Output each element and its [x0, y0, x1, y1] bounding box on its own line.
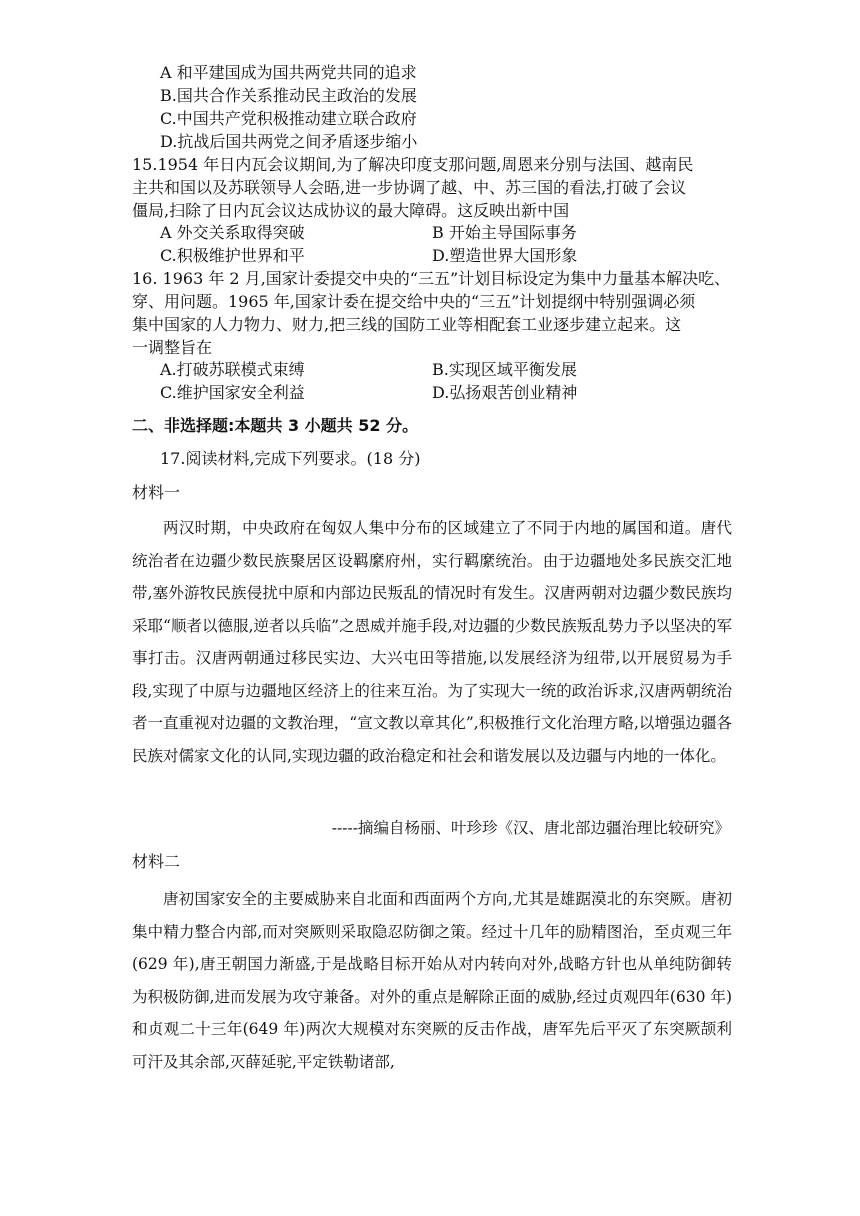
q16-option-a: A.打破苏联模式束缚	[160, 360, 305, 379]
q15-stem-line3: 僵局,扫除了日内瓦会议达成协议的最大障碍。这反映出新中国	[132, 201, 570, 220]
material-2-title: 材料二	[132, 852, 181, 871]
q17-prompt: 17.阅读材料,完成下列要求。(18 分)	[160, 449, 421, 468]
material-1-text: 两汉时期，中央政府在匈奴人集中分布的区域建立了不同于内地的属国和道。唐代统治者在边疆少数民族聚居区设羁縻府州，实行羁縻统治。由于边疆地处多民族交汇地带,塞外游牧民族侵扰中原和内部边民叛乱的情况时有发生。汉唐两朝对边疆少数民族均采耶“顺者以德服,逆者以兵临”之恩威并施手段,对边疆的少数民族叛乱势力予以坚决的军事打击。汉唐两朝通过移民实边、大兴屯田等措施,以发展经济为纽带,以开展贸易为手段,实现了中原与边疆地区经济上的往来互治。为了实现大一统的政治诉求,汉唐两朝统治者一直重视对边疆的文教治理，“宣文教以章其化”,积极推行文化治理方略,以增强边疆各民族对儒家文化的认同,实现边疆的政治稳定和社会和谐发展以及边疆与内地的一体化。	[132, 519, 732, 765]
material-2-text: 唐初国家安全的主要威胁来自北面和西面两个方向,尤其是雄踞漠北的东突厥。唐初集中精力整合内部,而对突厥则采取隐忍防御之策。经过十几年的励精图治，至贞观三年(629 年),唐王朝国力渐盛,于是战略目标开始从对内转向对外,战略方针也从单纯防御转为积极防御,进而发展为攻守兼备。对外的重点是解除正面的威胁,经过贞观四年(630 年)和贞观二十三年(649 年)两次大规模对东突厥的反击作战，唐军先后平灭了东突厥颉利可汗及其余部,灭薛延驼,平定铁勒诸部,	[132, 890, 732, 1071]
q15-stem-line2: 主共和国以及苏联领导人会晤,进一步协调了越、中、苏三国的看法,打破了会议	[132, 178, 687, 197]
q16-stem-line2: 穿、用问题。1965 年,国家计委在提交给中央的“三五”计划提纲中特别强调必须	[132, 292, 696, 311]
q16-stem-line1: 16. 1963 年 2 月,国家计委提交中央的“三五”计划目标设定为集中力量基本解决吃、	[132, 269, 731, 288]
q15-option-a: A 外交关系取得突破	[160, 223, 305, 242]
material-1-title: 材料一	[132, 483, 181, 502]
material-1-source: -----摘编自杨丽、叶珍珍《汉、唐北部边疆治理比较研究》	[331, 819, 730, 837]
q16-option-c: C.维护国家安全利益	[160, 383, 305, 402]
q15-option-d: D.塑造世界大国形象	[432, 246, 578, 265]
q15-stem-line1: 15.1954 年日内瓦会议期间,为了解决印度支那问题,周恩来分别与法国、越南民	[132, 155, 694, 174]
q16-option-d: D.弘扬艰苦创业精神	[432, 383, 578, 402]
q15-option-b: B 开始主导国际事务	[432, 223, 577, 242]
section-heading: 二、非选择题:本题共 3 小题共 52 分。	[132, 416, 419, 435]
q14-option-d: D.抗战后国共两党之间矛盾逐步缩小	[160, 132, 418, 151]
q15-option-c: C.积极维护世界和平	[160, 246, 305, 265]
q14-option-b: B.国共合作关系推动民主政治的发展	[160, 86, 417, 105]
q14-option-c: C.中国共产党积极推动建立联合政府	[160, 109, 417, 128]
q16-stem-line4: 一调整旨在	[132, 338, 213, 357]
q14-option-a: A 和平建国成为国共两党共同的追求	[160, 63, 417, 82]
q16-option-b: B.实现区域平衡发展	[432, 360, 577, 379]
q16-stem-line3: 集中国家的人力物力、财力,把三线的国防工业等相配套工业逐步建立起来。这	[132, 315, 682, 334]
